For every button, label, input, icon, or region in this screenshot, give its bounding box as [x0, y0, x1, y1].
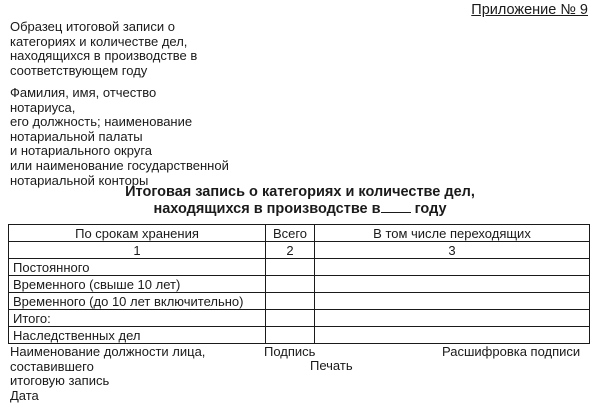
- footer-position-line: Наименование должности лица,: [10, 344, 206, 359]
- document-title-line-2-start: находящихся в производстве в: [153, 201, 381, 217]
- notary-block-line: и нотариального округа: [10, 143, 153, 159]
- table-header-row: [9, 225, 590, 242]
- row-label: Временного (свыше 10 лет): [9, 276, 266, 293]
- footer-position-line: составившего: [10, 358, 94, 374]
- table-row: [9, 276, 590, 293]
- footer-date: Дата: [10, 387, 39, 403]
- table-row: [9, 327, 590, 344]
- column-number: 2: [266, 242, 315, 259]
- notary-block-line: Фамилия, имя, отчество: [10, 85, 157, 100]
- sample-heading-line: категориях и количестве дел,: [10, 33, 188, 49]
- sample-heading-line: находящихся в производстве в: [10, 48, 198, 64]
- records-table: [8, 224, 590, 344]
- cell-total: [266, 327, 315, 344]
- cell-carried-over: [315, 293, 590, 310]
- cell-carried-over: [315, 276, 590, 293]
- sample-heading: [10, 20, 280, 78]
- notary-block-line: нотариуса,: [10, 99, 76, 115]
- year-blank: [381, 200, 411, 213]
- header-carried-over: В том числе переходящих: [315, 225, 590, 242]
- header-storage-term: По срокам хранения: [9, 225, 266, 242]
- appendix-label: Приложение № 9: [471, 2, 588, 18]
- row-label: Итого:: [9, 310, 266, 327]
- cell-carried-over: [315, 259, 590, 276]
- notary-block: [10, 86, 280, 188]
- document-title: [0, 184, 600, 217]
- table-row: [9, 259, 590, 276]
- column-number: 3: [315, 242, 590, 259]
- table-row: [9, 310, 590, 327]
- table-row: [9, 293, 590, 310]
- footer-decoding: Расшифровка подписи: [442, 344, 581, 359]
- footer-stamp: Печать: [310, 358, 353, 373]
- cell-carried-over: [315, 327, 590, 344]
- cell-carried-over: [315, 310, 590, 327]
- sample-heading-line: соответствующем году: [10, 62, 148, 78]
- table-number-row: [9, 242, 590, 259]
- header-total: Всего: [266, 225, 315, 242]
- notary-block-line: его должность; наименование: [10, 114, 193, 130]
- document-title-line-2-end: году: [414, 201, 447, 217]
- cell-total: [266, 293, 315, 310]
- footer-position-line: итоговую запись: [10, 373, 110, 388]
- sample-heading-line: Образец итоговой записи о: [10, 19, 175, 34]
- cell-total: [266, 310, 315, 327]
- row-label: Постоянного: [9, 259, 266, 276]
- row-label: Наследственных дел: [9, 327, 266, 344]
- notary-block-line: нотариальной палаты: [10, 128, 143, 144]
- document-title-line-2: [0, 200, 600, 217]
- column-number: 1: [9, 242, 266, 259]
- footer-signature: Подпись: [264, 344, 316, 359]
- notary-block-line: или наименование государственной: [10, 157, 229, 173]
- cell-total: [266, 259, 315, 276]
- notary-block-line: нотариальной конторы: [10, 172, 149, 188]
- row-label: Временного (до 10 лет включительно): [9, 293, 266, 310]
- cell-total: [266, 276, 315, 293]
- footer-position: [10, 345, 205, 403]
- document-title-line-1: Итоговая запись о категориях и количестве дел,: [125, 184, 475, 200]
